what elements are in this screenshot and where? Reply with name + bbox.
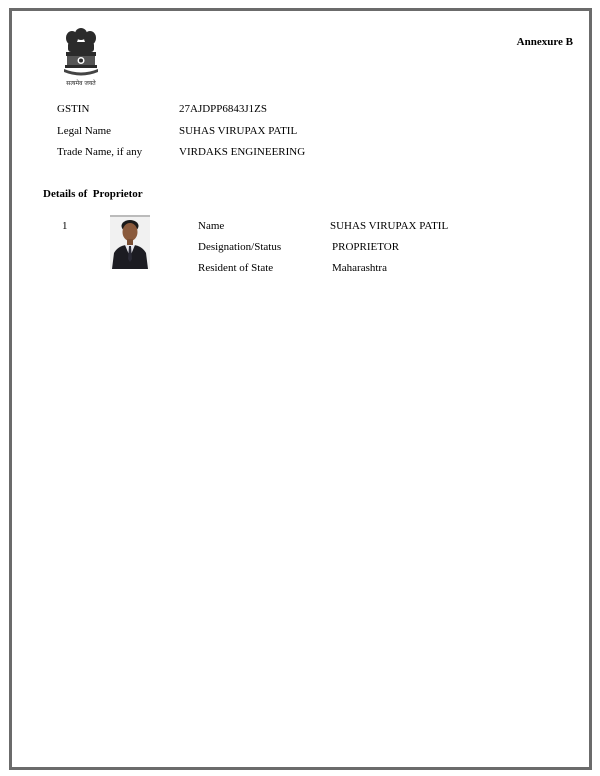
legal-name-value: SUHAS VIRUPAX PATIL xyxy=(179,125,298,137)
proprietor-photo xyxy=(110,215,150,269)
proprietor-name-label: Name xyxy=(198,220,225,232)
trade-name-value: VIRDAKS ENGINEERING xyxy=(179,146,306,158)
document-page xyxy=(9,8,592,770)
gstin-value: 27AJDPP6843J1ZS xyxy=(179,103,268,115)
legal-name-label: Legal Name xyxy=(57,125,112,137)
state-emblem xyxy=(58,26,104,90)
proprietor-designation-value: PROPRIETOR xyxy=(332,241,400,253)
gstin-label: GSTIN xyxy=(57,103,90,115)
proprietor-index: 1 xyxy=(62,220,68,232)
emblem-motto: सत्यमेव जयते xyxy=(66,80,96,87)
proprietor-name-value: SUHAS VIRUPAX PATIL xyxy=(330,220,449,232)
annexure-label: Annexure B xyxy=(516,36,573,48)
proprietor-state-value: Maharashtra xyxy=(332,262,387,274)
proprietor-section-title: Details of Proprietor xyxy=(43,188,143,200)
proprietor-designation-label: Designation/Status xyxy=(198,241,282,253)
proprietor-state-label: Resident of State xyxy=(198,262,274,274)
person-photo-icon xyxy=(110,215,150,269)
emblem-icon xyxy=(58,26,104,78)
trade-name-label: Trade Name, if any xyxy=(57,146,143,158)
